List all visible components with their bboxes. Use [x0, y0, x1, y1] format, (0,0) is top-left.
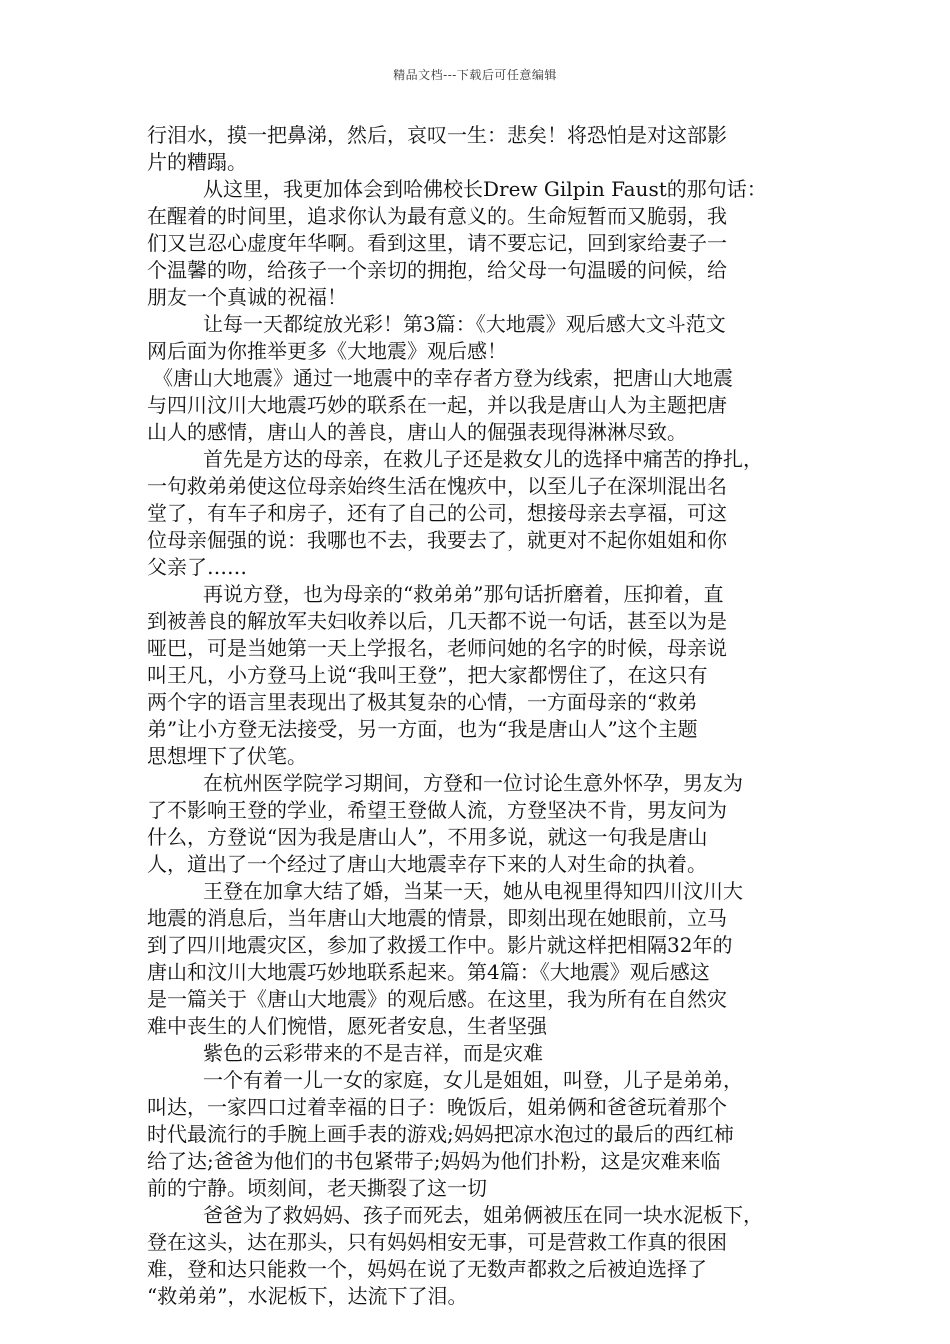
text-line: 叫达，一家四口过着幸福的日子：晚饭后，姐弟俩和爸爸玩着那个 [147, 1095, 727, 1119]
text-line: 行泪水，摸一把鼻涕，然后，哀叹一生：悲矣！将恐怕是对这部影 [147, 123, 727, 147]
text-line: 两个字的语言里表现出了极其复杂的心情，一方面母亲的“救弟 [147, 690, 698, 714]
text-line: 思想埋下了伏笔。 [147, 744, 307, 768]
text-line: 让每一天都绽放光彩！第3篇：《大地震》观后感大文斗范文 [203, 312, 726, 336]
text-line: 哑巴，可是当她第一天上学报名，老师问她的名字的时候，母亲说 [147, 636, 727, 660]
text-line: “救弟弟”，水泥板下，达流下了泪。 [147, 1284, 468, 1308]
text-line: 堂了，有车子和房子，还有了自己的公司，想接母亲去享福，可这 [147, 501, 727, 525]
text-line: 地震的消息后，当年唐山大地震的情景，即刻出现在她眼前，立马 [147, 906, 727, 930]
text-line: 在杭州医学院学习期间，方登和一位讨论生意外怀孕，男友为 [203, 771, 743, 795]
text-line: 从这里，我更加体会到哈佛校长Drew Gilpin Faust的那句话： [203, 177, 767, 201]
text-line: 一句救弟弟使这位母亲始终生活在愧疚中，以至儿子在深圳混出名 [147, 474, 727, 498]
text-line: 《唐山大地震》通过一地震中的幸存者方登为线索，把唐山大地震 [153, 366, 733, 390]
text-line: 们又岂忍心虚度年华啊。看到这里，请不要忘记，回到家给妻子一 [147, 231, 727, 255]
text-line: 朋友一个真诚的祝福！ [147, 285, 347, 309]
document-body [147, 122, 837, 1310]
text-line: 是一篇关于《唐山大地震》的观后感。在这里，我为所有在自然灾 [147, 987, 727, 1011]
text-line: 与四川汶川大地震巧妙的联系在一起，并以我是唐山人为主题把唐 [147, 393, 727, 417]
text-line: 王登在加拿大结了婚，当某一天，她从电视里得知四川汶川大 [203, 879, 743, 903]
text-line: 父亲了…… [147, 555, 247, 579]
text-line: 到了四川地震灾区，参加了救援工作中。影片就这样把相隔32年的 [147, 933, 733, 957]
text-line: 山人的感情，唐山人的善良，唐山人的倔强表现得淋淋尽致。 [147, 420, 687, 444]
text-line: 再说方登，也为母亲的“救弟弟”那句话折磨着，压抑着，直 [203, 582, 724, 606]
text-line: 难中丧生的人们惋惜，愿死者安息，生者坚强 [147, 1014, 547, 1038]
text-line: 人，道出了一个经过了唐山大地震幸存下来的人对生命的执着。 [147, 852, 707, 876]
text-line: 到被善良的解放军夫妇收养以后，几天都不说一句话，甚至以为是 [147, 609, 727, 633]
text-line: 一个有着一儿一女的家庭，女儿是姐姐，叫登，儿子是弟弟， [203, 1068, 743, 1092]
text-line: 爸爸为了救妈妈、孩子而死去，姐弟俩被压在同一块水泥板下， [203, 1203, 763, 1227]
text-line: 给了达;爸爸为他们的书包紧带子;妈妈为他们扑粉，这是灾难来临 [147, 1149, 721, 1173]
text-line: 时代最流行的手腕上画手表的游戏;妈妈把凉水泡过的最后的西红柿 [147, 1122, 734, 1146]
text-line: 唐山和汶川大地震巧妙地联系起来。第4篇：《大地震》观后感这 [147, 960, 710, 984]
text-line: 片的糟蹋。 [147, 150, 247, 174]
text-line: 登在这头，达在那头，只有妈妈相安无事，可是营救工作真的很困 [147, 1230, 727, 1254]
text-line: 难，登和达只能救一个，妈妈在说了无数声都救之后被迫选择了 [147, 1257, 707, 1281]
text-line: 个温馨的吻，给孩子一个亲切的拥抱，给父母一句温暖的问候，给 [147, 258, 727, 282]
text-line: 叫王凡，小方登马上说“我叫王登”，把大家都愣住了，在这只有 [147, 663, 708, 687]
text-line: 弟”让小方登无法接受，另一方面，也为“我是唐山人”这个主题 [147, 717, 698, 741]
text-line: 在醒着的时间里，追求你认为最有意义的。生命短暂而又脆弱，我 [147, 204, 727, 228]
text-line: 什么，方登说“因为我是唐山人”，不用多说，就这一句我是唐山 [147, 825, 708, 849]
text-line: 首先是方达的母亲，在救儿子还是救女儿的选择中痛苦的挣扎， [203, 447, 763, 471]
text-line: 位母亲倔强的说：我哪也不去，我要去了，就更对不起你姐姐和你 [147, 528, 727, 552]
text-line: 紫色的云彩带来的不是吉祥，而是灾难 [203, 1041, 543, 1065]
page-header: 精品文档---下载后可任意编辑 [393, 68, 557, 82]
text-line: 前的宁静。顷刻间，老天撕裂了这一切 [147, 1176, 487, 1200]
text-line: 了不影响王登的学业，希望王登做人流，方登坚决不肯，男友问为 [147, 798, 727, 822]
text-line: 网后面为你推举更多《大地震》观后感！ [147, 339, 507, 363]
